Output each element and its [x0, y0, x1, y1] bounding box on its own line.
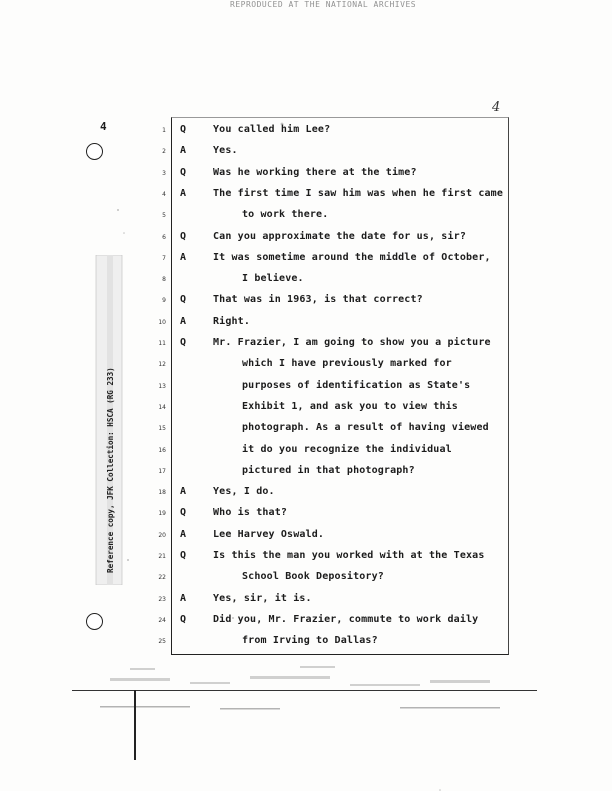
speaker-label: A — [180, 145, 187, 157]
speaker-label: Q — [180, 230, 187, 242]
line-number: 19 — [158, 510, 166, 518]
line-number: 5 — [162, 212, 166, 220]
line-number: 14 — [158, 403, 166, 411]
line-text: Did you, Mr. Frazier, commute to work daily — [213, 613, 479, 625]
line-number: 13 — [158, 382, 166, 390]
line-text: Yes, sir, it is. — [213, 592, 312, 604]
line-number: 7 — [162, 254, 166, 262]
line-number: 16 — [158, 446, 166, 454]
line-text: Who is that? — [213, 507, 288, 519]
transcript-body — [171, 124, 507, 654]
transcript-line — [171, 380, 501, 394]
line-number: 21 — [158, 553, 166, 560]
scan-artifacts-bottom — [100, 658, 520, 716]
line-text: pictured in that photograph? — [242, 464, 415, 476]
line-text: Yes. — [213, 145, 238, 157]
transcript-line — [171, 294, 501, 308]
line-number: 24 — [158, 616, 166, 624]
transcript-line — [171, 273, 501, 287]
transcript-line — [171, 571, 501, 585]
line-number: 11 — [158, 340, 166, 347]
speaker-label: Q — [180, 550, 187, 561]
transcript-line — [171, 209, 501, 223]
transcript-line — [171, 465, 501, 479]
transcript-line — [171, 401, 501, 415]
line-text: School Book Depository? — [242, 571, 384, 583]
speaker-label: A — [180, 315, 187, 327]
transcript-line — [171, 635, 501, 649]
side-stamp — [90, 255, 130, 585]
line-text: It was sometime around the middle of October, — [213, 251, 491, 263]
transcript-line — [171, 337, 501, 351]
speaker-label: A — [180, 592, 187, 604]
transcript-line — [171, 145, 501, 159]
line-number: 25 — [158, 638, 166, 646]
line-text: Is this the man you worked with at the Texas — [213, 550, 485, 561]
line-text: You called him Lee? — [213, 124, 331, 135]
line-text: Exhibit 1, and ask you to view this — [242, 400, 458, 412]
speaker-label: A — [180, 187, 187, 199]
transcript-line — [171, 167, 501, 181]
speaker-label: A — [180, 251, 187, 263]
handwritten-page-number: 4 — [492, 100, 501, 115]
line-text: purposes of identification as State's — [242, 379, 471, 391]
transcript-line — [171, 444, 501, 458]
transcript-line — [171, 316, 501, 330]
transcript-line — [171, 593, 501, 607]
line-number: 20 — [158, 531, 166, 539]
line-text: That was in 1963, is that correct? — [213, 294, 423, 306]
speaker-label: Q — [180, 124, 187, 135]
speaker-label: A — [180, 486, 187, 498]
line-number: 12 — [158, 361, 166, 369]
punch-hole-bottom — [86, 613, 103, 630]
line-text: Yes, I do. — [213, 486, 275, 498]
line-number: 22 — [158, 574, 166, 582]
line-text: it do you recognize the individual — [242, 443, 452, 455]
line-number: 10 — [158, 318, 166, 326]
line-number: 1 — [162, 127, 166, 134]
transcript-line — [171, 614, 501, 628]
line-number: 15 — [158, 425, 166, 433]
line-number: 6 — [162, 233, 166, 241]
line-text: photograph. As a result of having viewed — [242, 422, 489, 434]
transcript-line — [171, 231, 501, 245]
line-text: The first time I saw him was when he first came — [213, 187, 504, 199]
line-text: Was he working there at the time? — [213, 166, 417, 178]
line-number: 2 — [162, 148, 166, 156]
transcript-line — [171, 422, 501, 436]
line-number: 4 — [162, 190, 166, 198]
line-number: 9 — [162, 297, 166, 305]
transcript-line — [171, 529, 501, 543]
transcript-line — [171, 124, 501, 138]
line-number: 18 — [158, 489, 166, 497]
transcript-line — [171, 507, 501, 521]
line-text: which I have previously marked for — [242, 358, 452, 370]
line-number: 17 — [158, 467, 166, 475]
line-text: Right. — [213, 315, 251, 327]
margin-mark — [134, 690, 136, 760]
speaker-label: Q — [180, 613, 187, 625]
archive-stamp: REPRODUCED AT THE NATIONAL ARCHIVES — [230, 0, 417, 9]
line-number: 23 — [158, 595, 166, 603]
page-number: 4 — [100, 120, 107, 133]
transcript-line — [171, 187, 504, 202]
line-text: Mr. Frazier, I am going to show you a picture — [213, 337, 491, 348]
speaker-label: Q — [180, 337, 187, 348]
line-number: 8 — [162, 276, 166, 284]
side-stamp-text: Reference copy, JFK Collection: HSCA (RG 233) — [106, 367, 115, 573]
bottom-rule — [72, 690, 537, 691]
line-text: Can you approximate the date for us, sir? — [213, 230, 466, 242]
speaker-label: Q — [180, 294, 187, 306]
speaker-label: Q — [180, 166, 187, 178]
transcript-line — [171, 550, 501, 564]
transcript-line — [171, 252, 501, 266]
speaker-label: A — [180, 528, 187, 540]
line-text: from Irving to Dallas? — [242, 635, 378, 647]
side-stamp-graphic — [90, 255, 130, 585]
transcript-line — [171, 358, 501, 372]
transcript-line — [171, 486, 501, 500]
line-text: Lee Harvey Oswald. — [213, 528, 325, 540]
line-number: 3 — [162, 169, 166, 177]
line-text: to work there. — [242, 209, 329, 221]
line-text: I believe. — [242, 273, 304, 285]
punch-hole-top — [86, 143, 103, 160]
speaker-label: Q — [180, 507, 187, 519]
